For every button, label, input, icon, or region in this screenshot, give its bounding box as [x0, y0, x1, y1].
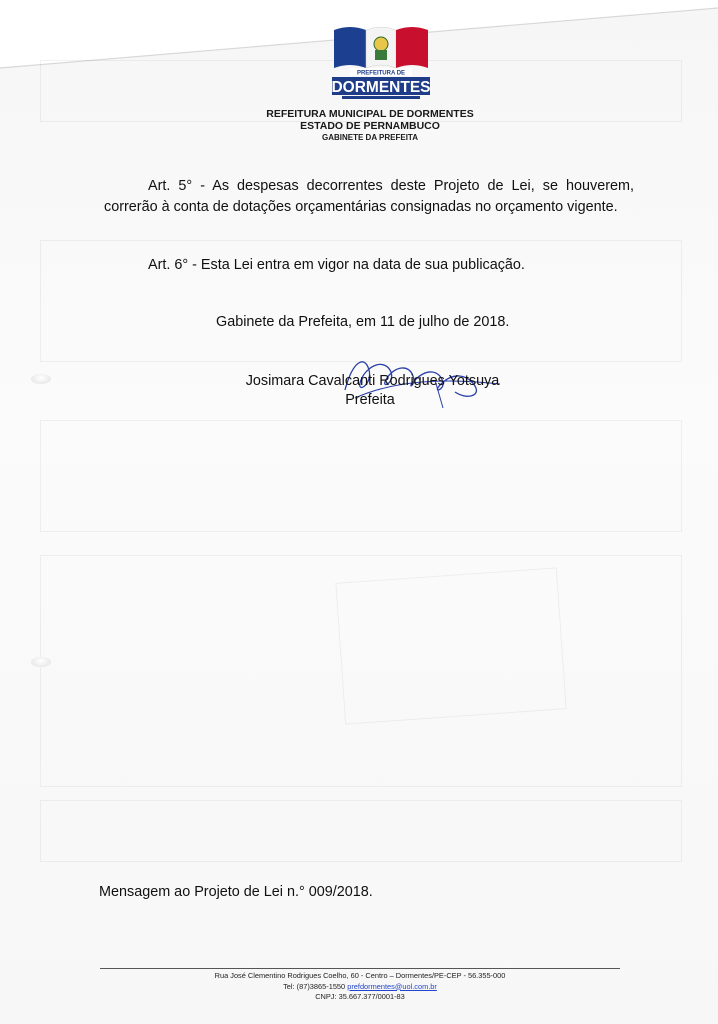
punch-hole: [31, 657, 51, 667]
footer-phone: Tel: (87)3865-1550: [283, 981, 348, 991]
prefeitura-logo: [330, 22, 432, 104]
place-date: Gabinete da Prefeita, em 11 de julho de 2018.: [216, 314, 510, 330]
bleed-through-box: [40, 420, 682, 532]
footer-email-link[interactable]: prefdormentes@uol.com.br: [347, 981, 437, 991]
footer: [150, 971, 570, 1003]
footer-cnpj: CNPJ: 35.667.377/0001-83: [315, 992, 405, 1001]
letterhead-line2: ESTADO DE PERNAMBUCO: [300, 120, 440, 132]
letterhead-line1: REFEITURA MUNICIPAL DE DORMENTES: [266, 108, 474, 120]
bleed-through-box: [335, 567, 566, 724]
bleed-through-box: [40, 800, 682, 862]
letterhead-line3: GABINETE DA PREFEITA: [321, 133, 418, 142]
footer-divider: [100, 968, 620, 969]
letterhead-text: [250, 108, 490, 143]
signer-title: Prefeita: [345, 392, 395, 408]
footer-contact: [150, 982, 570, 993]
article-6: Art. 6° - Esta Lei entra em vigor na data de sua publicação.: [148, 257, 525, 273]
signer-name: Josimara Cavalcanti Rodrigues Yotsuya: [245, 373, 500, 389]
message-line: Mensagem ao Projeto de Lei n.° 009/2018.: [99, 884, 373, 900]
logo-caption-big: DORMENTES: [331, 79, 431, 96]
logo-caption-small: PREFEITURA DE: [356, 70, 406, 77]
footer-address: Rua José Clementino Rodrigues Coelho, 60 - Centro – Dormentes/PE-CEP - 56.355-000: [214, 971, 506, 980]
article-5: Art. 5° - As despesas decorrentes deste Projeto de Lei, se houverem, correrão à conta de dotações orçamentárias consignadas no orçamento vigente.: [104, 178, 634, 215]
punch-hole: [31, 374, 51, 384]
